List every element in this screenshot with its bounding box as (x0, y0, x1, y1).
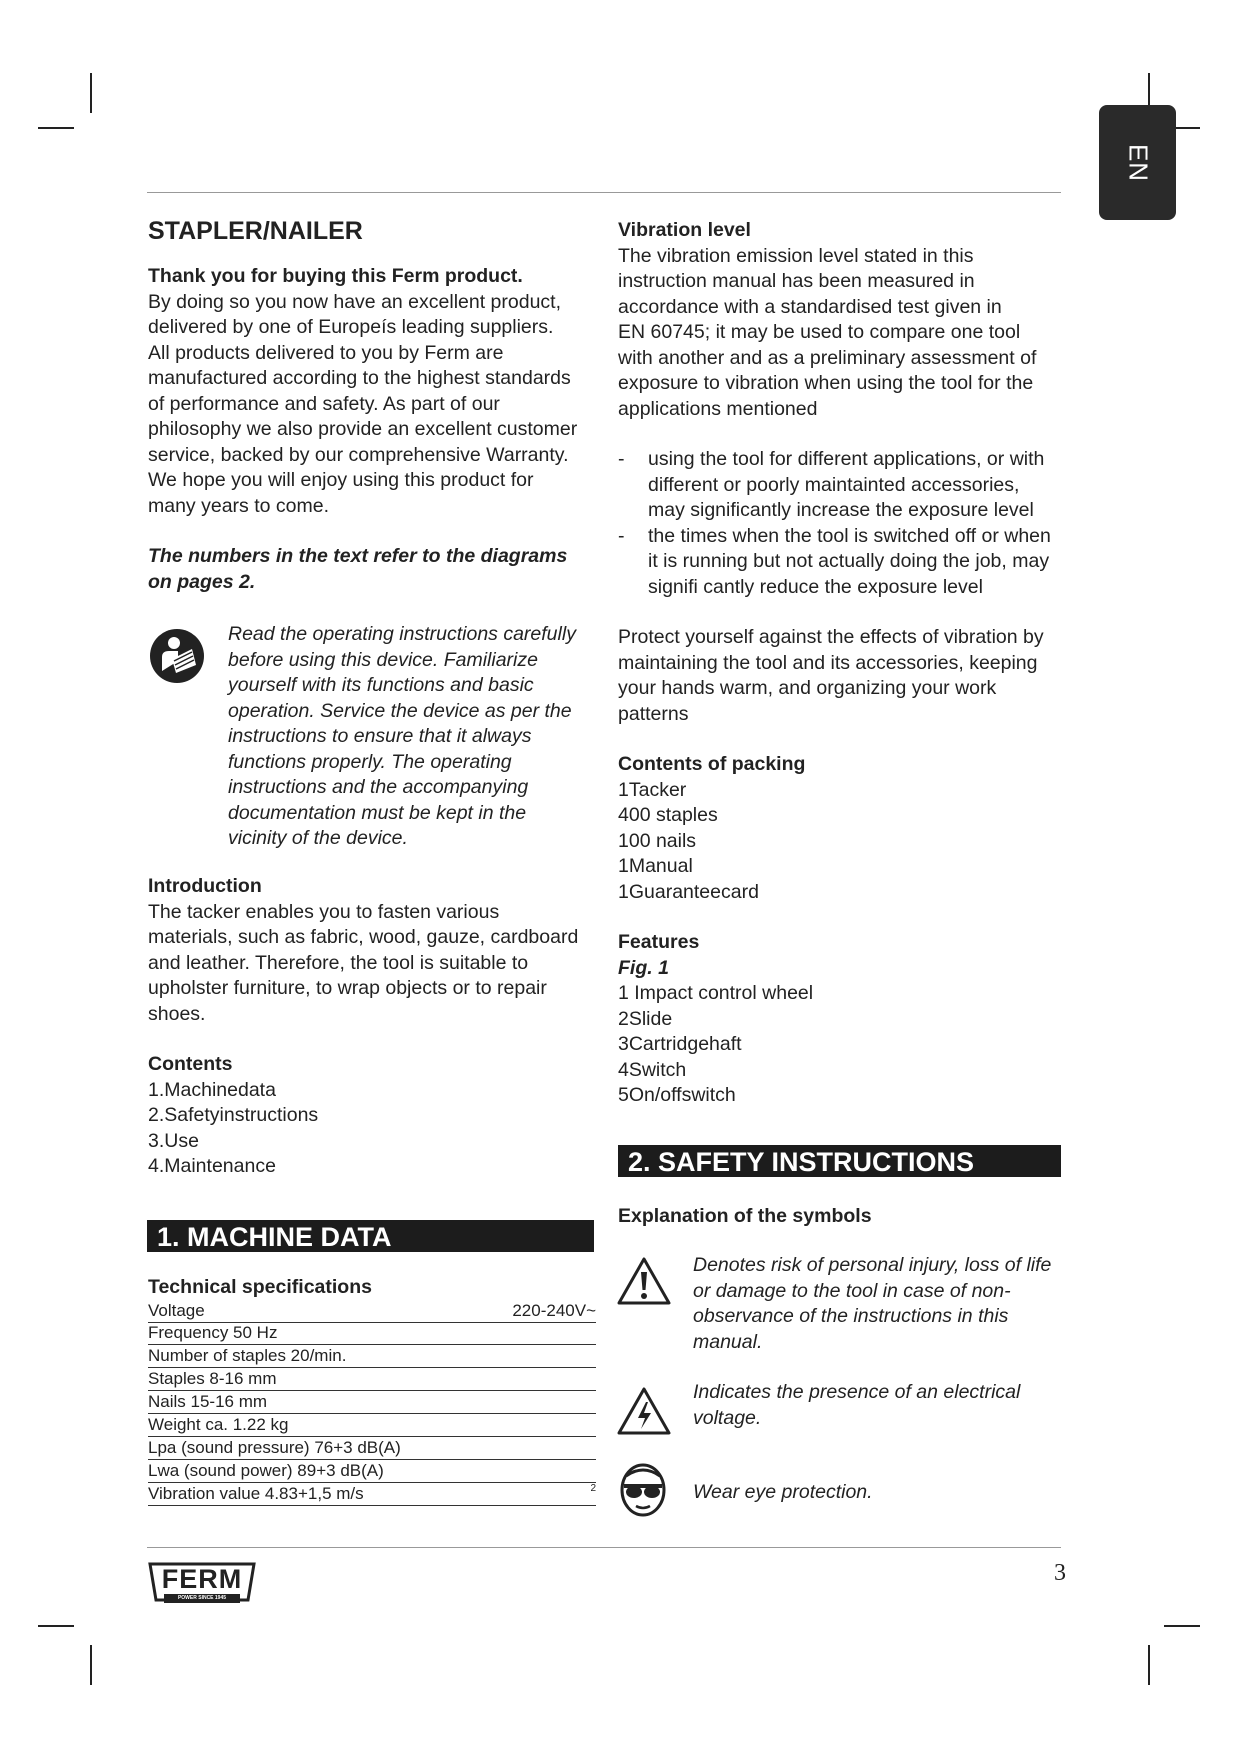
warning-line: or damage to the tool in case of non- (693, 1279, 1011, 1302)
vibration-heading: Vibration level (618, 219, 751, 241)
thanks-line: delivered by one of Europeís leading suppliers. (148, 316, 554, 338)
notice-line: yourself with its functions and basic (228, 674, 534, 696)
header-rule (147, 192, 1061, 193)
spec-label: Vibration value 4.83+1,5 m/s (148, 1484, 364, 1503)
crop-mark (90, 73, 92, 113)
spec-label: Weight ca. 1.22 kg (148, 1415, 289, 1434)
left-column (148, 216, 598, 595)
thanks-line: service, backed by our comprehensive Warranty. (148, 443, 569, 466)
section-1-heading: 1. MACHINE DATA (147, 1220, 594, 1252)
notice-line: instructions and the accompanying (228, 776, 529, 798)
bullet-line: using the tool for different applications, or with (648, 448, 1045, 470)
section-2-heading: 2. SAFETY INSTRUCTIONS (618, 1145, 1061, 1177)
intro-section (148, 874, 608, 1180)
feature-item: 2Slide (618, 1007, 673, 1030)
thanks-line: We hope you will enjoy using this product for (148, 469, 534, 491)
intro-line: The tacker enables you to fasten various (148, 900, 500, 923)
warning-line: Denotes risk of personal injury, loss of life (693, 1254, 1052, 1276)
spec-label: Staples 8-16 mm (148, 1369, 277, 1388)
packing-item: 1Manual (618, 855, 693, 877)
spec-value: 220-240V~ (512, 1301, 596, 1320)
thanks-line: of performance and safety. As part of our (148, 392, 500, 415)
spec-label: Frequency 50 Hz (148, 1323, 278, 1342)
voltage-line: voltage. (693, 1406, 762, 1429)
features-heading: Features (618, 931, 700, 953)
spec-value: 2 (590, 1483, 596, 1494)
spec-label: Number of staples 20/min. (148, 1346, 347, 1365)
warning-text (693, 1253, 1093, 1355)
page-number: 3 (1054, 1560, 1066, 1586)
vibration-line: with another and as a preliminary assessment of (618, 346, 1037, 369)
spec-row (148, 1300, 596, 1323)
bullet-line: it is running but not actually doing the job, may (648, 550, 1050, 572)
features-fig: Fig. 1 (618, 956, 669, 979)
crop-mark (1148, 1645, 1150, 1685)
spec-label: Lwa (sound power) 89+3 dB(A) (148, 1461, 384, 1480)
intro-heading: Introduction (148, 875, 262, 897)
contents-heading: Contents (148, 1053, 233, 1075)
vibration-line: instruction manual has been measured in (618, 270, 975, 292)
warning-line: observance of the instructions in this (693, 1305, 1009, 1327)
spec-row (148, 1322, 596, 1345)
diagram-note: on pages 2. (148, 570, 256, 593)
feature-item: 4Switch (618, 1058, 687, 1081)
language-label: EN (1123, 143, 1153, 182)
voltage-line: Indicates the presence of an electrical (693, 1381, 1021, 1403)
bullet-line: different or poorly maintainted accessories, (648, 473, 1020, 496)
tech-spec-heading: Technical specifications (148, 1276, 372, 1298)
feature-item: 3Cartridgehaft (618, 1033, 742, 1055)
spec-row (148, 1345, 596, 1368)
right-column (618, 218, 1078, 1109)
eye-protection-text: Wear eye protection. (693, 1481, 873, 1503)
notice-line: Read the operating instructions carefully (228, 623, 576, 645)
notice-line: operation. Service the device as per the (228, 699, 572, 722)
thanks-line: manufactured according to the highest standards (148, 367, 571, 389)
language-tab (1099, 105, 1176, 220)
intro-line: shoes. (148, 1002, 206, 1025)
bullet-line: may significantly increase the exposure level (648, 499, 1034, 521)
eye-protection-text-wrap (693, 1480, 1093, 1506)
notice-line: documentation must be kept in the (228, 801, 527, 824)
vibration-line: exposure to vibration when using the tool for the (618, 372, 1034, 394)
vibration-line: accordance with a standardised test given in (618, 295, 1002, 318)
crop-mark (38, 127, 74, 129)
intro-line: and leather. Therefore, the tool is suitable to (148, 951, 529, 974)
vibration-line: EN 60745; it may be used to compare one tool (618, 321, 1021, 343)
protect-line: patterns (618, 702, 689, 725)
vibration-line: applications mentioned (618, 397, 818, 420)
eye-protection-icon (618, 1462, 668, 1518)
spec-row (148, 1437, 596, 1460)
notice-line: before using this device. Familiarize (228, 648, 538, 671)
notice-line: instructions to ensure that it always (228, 725, 532, 747)
contents-item: 1.Machinedata (148, 1078, 276, 1101)
footer-rule (147, 1547, 1061, 1548)
intro-line: upholster furniture, to wrap objects or to repair (148, 977, 547, 999)
bullet-item (618, 447, 1078, 524)
spec-row (148, 1391, 596, 1414)
manual-notice (228, 622, 608, 852)
intro-line: materials, such as fabric, wood, gauze, cardboard (148, 926, 579, 948)
diagram-note: The numbers in the text refer to the diagrams (148, 545, 568, 567)
logo-tagline: POWER SINCE 1945 (177, 1595, 227, 1601)
bullet-item (618, 524, 1078, 601)
packing-item: 400 staples (618, 804, 718, 826)
contents-item: 2.Safetyinstructions (148, 1104, 319, 1126)
warning-triangle-icon (616, 1256, 672, 1306)
bullet-dash: - (618, 448, 625, 470)
feature-item: 5On/offswitch (618, 1084, 736, 1106)
feature-item: 1 Impact control wheel (618, 982, 814, 1004)
protect-line: Protect yourself against the effects of vibration by (618, 626, 1044, 648)
thanks-line: philosophy we also provide an excellent customer (148, 418, 578, 440)
contents-item: 4.Maintenance (148, 1155, 276, 1177)
voltage-text (693, 1380, 1093, 1431)
symbols-heading-wrap (618, 1204, 1078, 1230)
vibration-bullets (618, 447, 1078, 600)
tech-spec-heading-wrap (148, 1275, 598, 1301)
read-manual-icon (148, 627, 206, 685)
vibration-line: The vibration emission level stated in this (618, 244, 974, 267)
page-title: STAPLER/NAILER (148, 217, 363, 245)
packing-item: 1Tacker (618, 778, 687, 801)
thanks-line: By doing so you now have an excellent product, (148, 290, 562, 313)
notice-line: functions properly. The operating (228, 750, 512, 773)
thanks-line: All products delivered to you by Ferm are (148, 341, 504, 364)
crop-mark (38, 1625, 74, 1627)
thanks-line: many years to come. (148, 494, 329, 517)
electric-voltage-icon (616, 1386, 672, 1436)
spec-row (148, 1460, 596, 1483)
crop-mark (1164, 1625, 1200, 1627)
spec-row (148, 1414, 596, 1437)
logo-wordmark: FERM (161, 1564, 243, 1594)
crop-mark (90, 1645, 92, 1685)
packing-item: 100 nails (618, 829, 697, 852)
notice-line: vicinity of the device. (228, 827, 408, 849)
protect-line: maintaining the tool and its accessories, keeping (618, 651, 1038, 674)
spec-label: Voltage (148, 1301, 205, 1320)
packing-heading: Contents of packing (618, 753, 806, 775)
bullet-dash: - (618, 524, 625, 547)
symbols-heading: Explanation of the symbols (618, 1205, 872, 1227)
spec-row (148, 1368, 596, 1391)
spec-row (148, 1483, 596, 1506)
bullet-line: signifi cantly reduce the exposure level (648, 575, 983, 598)
ferm-logo (148, 1562, 256, 1606)
spec-label: Lpa (sound pressure) 76+3 dB(A) (148, 1438, 401, 1457)
bullet-line: the times when the tool is switched off or when (648, 524, 1051, 547)
protect-line: your hands warm, and organizing your work (618, 677, 997, 699)
spec-label: Nails 15-16 mm (148, 1392, 268, 1411)
packing-item: 1Guaranteecard (618, 880, 759, 903)
warning-line: manual. (693, 1330, 763, 1353)
thanks-heading: Thank you for buying this Ferm product. (148, 265, 523, 287)
contents-item: 3.Use (148, 1129, 199, 1152)
